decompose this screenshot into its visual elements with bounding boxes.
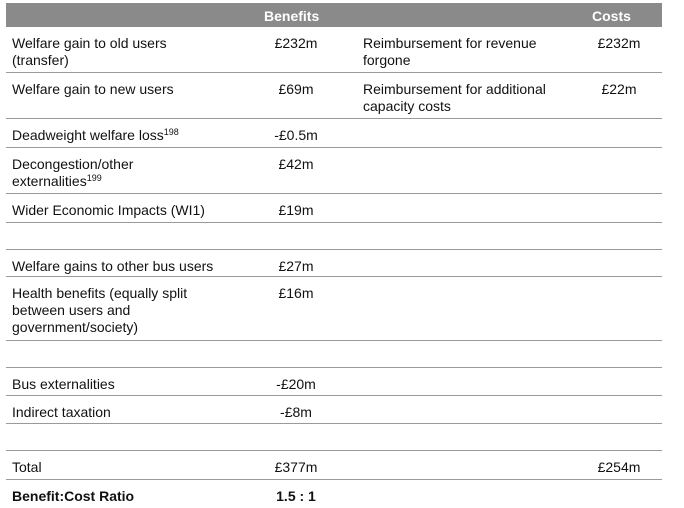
benefit-value: £69m	[278, 81, 314, 97]
benefit-value: 1.5 : 1	[276, 488, 316, 504]
table-row	[6, 396, 662, 424]
table-row	[6, 27, 662, 73]
cost-value: £22m	[601, 81, 637, 97]
footnote-ref: 198	[163, 127, 179, 137]
row-label: Total	[12, 459, 42, 475]
cost-description: Reimbursement for revenue forgone	[363, 35, 537, 68]
table-row	[6, 194, 662, 223]
cost-benefit-table	[6, 3, 662, 508]
costs-header: Costs	[592, 8, 631, 24]
benefits-header: Benefits	[264, 8, 320, 24]
row-label: Welfare gains to other bus users	[12, 258, 214, 274]
benefit-value: £377m	[274, 459, 318, 475]
table-row	[6, 119, 662, 148]
table-row	[6, 368, 662, 396]
benefit-value: £42m	[278, 156, 314, 172]
row-label: Health benefits (equally split between users and government/society)	[12, 285, 188, 335]
footnote-ref: 199	[86, 173, 102, 183]
row-label: Deadweight welfare loss$^{198}$	[12, 127, 179, 143]
table-row	[6, 341, 662, 368]
benefit-value: -£0.5m	[274, 127, 318, 143]
row-label: Indirect taxation	[12, 404, 111, 420]
benefit-value: £19m	[278, 202, 314, 218]
benefit-value: -£20m	[276, 376, 316, 392]
row-label: Bus externalities	[12, 376, 115, 392]
benefit-value: £27m	[278, 258, 314, 274]
benefit-value: £232m	[274, 35, 318, 51]
row-label: Benefit:Cost Ratio	[12, 488, 135, 504]
benefit-value: £16m	[278, 285, 314, 301]
table-row	[6, 424, 662, 451]
row-label: Decongestion/other externalities$^{199}$	[12, 156, 134, 189]
table-row	[6, 277, 662, 341]
table-row	[6, 148, 662, 194]
table-row	[6, 250, 662, 277]
table-row	[6, 480, 662, 508]
cost-value: £254m	[597, 459, 641, 475]
cost-value: £232m	[597, 35, 641, 51]
row-label: Welfare gain to old users (transfer)	[12, 35, 167, 68]
row-label: Wider Economic Impacts (WI1)	[12, 202, 205, 218]
benefit-value: -£8m	[280, 404, 312, 420]
table-row	[6, 223, 662, 250]
table-row	[6, 451, 662, 480]
row-label: Welfare gain to new users	[12, 81, 174, 97]
table-row	[6, 73, 662, 119]
cost-description: Reimbursement for additional capacity costs	[363, 81, 546, 114]
table-header	[6, 3, 662, 27]
